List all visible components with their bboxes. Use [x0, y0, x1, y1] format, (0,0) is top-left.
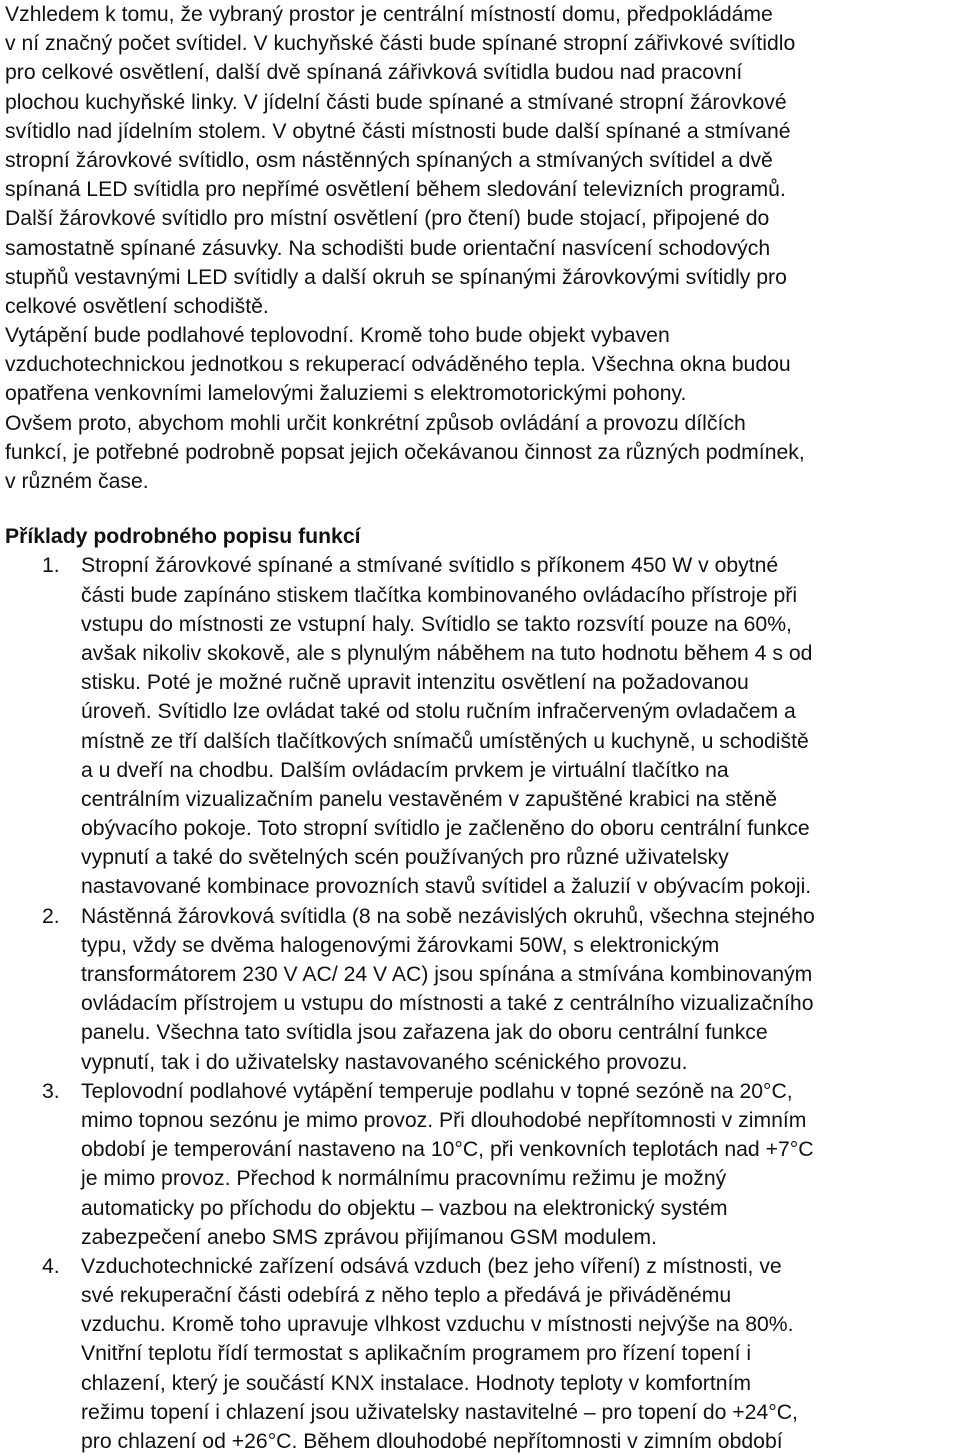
list-item: [5, 902, 956, 1077]
list-item-number: 2.: [42, 904, 60, 928]
list-item-line: vstupu do místnosti ze vstupní haly. Svítidlo se takto rozsvítí pouze na 60%,: [81, 612, 792, 636]
intro-line: v ní značný počet svítidel. V kuchyňské části bude spínané stropní zářivkové svítidlo: [5, 32, 796, 56]
list-item-line: obývacího pokoje. Toto stropní svítidlo je začleněno do oboru centrální funkce: [81, 817, 810, 841]
section-gap: [5, 496, 956, 522]
list-item-line: je mimo provoz. Přechod k normálnímu pracovnímu režimu je možný: [81, 1167, 727, 1191]
list-item-line: vypnutí, tak i do uživatelsky nastavovaného scénického provozu.: [81, 1050, 688, 1074]
list-item-number: 1.: [42, 554, 60, 578]
intro-line: Další žárovkové svítidlo pro místní osvětlení (pro čtení) bude stojací, připojené do: [5, 207, 770, 231]
intro-paragraph: [5, 0, 956, 496]
list-item: [5, 551, 956, 901]
function-list: [5, 551, 956, 1456]
list-item-line: chlazení, který je součástí KNX instalace. Hodnoty teploty v komfortním: [81, 1371, 752, 1395]
intro-line: Vytápění bude podlahové teplovodní. Kromě toho bude objekt vybaven: [5, 324, 670, 348]
intro-line: opatřena venkovními lamelovými žaluziemi s elektromotorickými pohony.: [5, 382, 687, 406]
intro-line: svítidlo nad jídelním stolem. V obytné části místnosti bude další spínané a stmívané: [5, 119, 791, 143]
list-item-line: centrálním vizualizačním panelu vestavěném v zapuštěné krabici na stěně: [81, 787, 778, 811]
section-heading: Příklady podrobného popisu funkcí: [5, 525, 361, 549]
list-item-line: panelu. Všechna tato svítidla jsou zařazena jak do oboru centrální funkce: [81, 1021, 768, 1045]
list-item-line: místně ze tří dalších tlačítkových snímačů umístěných u kuchyně, u schodiště: [81, 729, 809, 753]
list-item-line: své rekuperační části odebírá z něho teplo a předává je přiváděnému: [81, 1284, 732, 1308]
list-item-line: Nástěnná žárovková svítidla (8 na sobě nezávislých okruhů, všechna stejného: [81, 904, 815, 928]
intro-line: samostatně spínané zásuvky. Na schodišti bude orientační nasvícení schodových: [5, 236, 771, 260]
list-item-line: pro chlazení od +26°C. Během dlouhodobé nepřítomnosti v zimním období: [81, 1430, 783, 1454]
list-item-line: transformátorem 230 V AC/ 24 V AC) jsou spínána a stmívána kombinovaným: [81, 963, 813, 987]
list-item-line: nastavované kombinace provozních stavů svítidel a žaluzií v obývacím pokoji.: [81, 875, 812, 899]
intro-line: v různém čase.: [5, 470, 149, 493]
list-item-line: části bude zapínáno stiskem tlačítka kombinovaného ovládacího přístroje při: [81, 583, 798, 607]
intro-line: vzduchotechnickou jednotkou s rekuperací odváděného tepla. Všechna okna budou: [5, 353, 791, 377]
intro-line: Vzhledem k tomu, že vybraný prostor je centrální místností domu, předpokládáme: [5, 3, 773, 26]
intro-line: pro celkové osvětlení, další dvě spínaná zářivková svítidla budou nad pracovní: [5, 61, 743, 85]
list-item-line: typu, vždy se dvěma halogenovými žárovkami 50W, s elektronickým: [81, 933, 720, 957]
intro-line: Ovšem proto, abychom mohli určit konkrétní způsob ovládání a provozu dílčích: [5, 411, 746, 435]
list-item-line: a u dveří na chodbu. Dalším ovládacím prvkem je virtuální tlačítko na: [81, 758, 729, 782]
list-item: [5, 1252, 956, 1456]
list-item-line: období je temperování nastaveno na 10°C, při venkovních teplotách nad +7°C: [81, 1138, 814, 1162]
list-item-line: avšak nikoliv skokově, ale s plynulým náběhem na tuto hodnotu během 4 s od: [81, 641, 813, 665]
intro-line: stupňů vestavnými LED svítidly a další okruh se spínanými žárovkovými svítidly pro: [5, 265, 787, 289]
intro-line: stropní žárovkové svítidlo, osm nástěnných spínaných a stmívaných svítidel a dvě: [5, 148, 773, 172]
list-item-line: Teplovodní podlahové vytápění temperuje podlahu v topné sezóně na 20°C,: [81, 1079, 793, 1103]
list-item-line: zabezpečení anebo SMS zprávou přijímanou GSM modulem.: [81, 1225, 657, 1249]
list-item-line: vypnutí a také do světelných scén používaných pro různé uživatelsky: [81, 846, 729, 870]
list-item-line: vzduchu. Kromě toho upravuje vlhkost vzduchu v místnosti nejvýše na 80%.: [81, 1313, 794, 1337]
intro-line: funkcí, je potřebné podrobně popsat jejich očekávanou činnost za různých podmínek,: [5, 440, 805, 464]
intro-line: spínaná LED svítidla pro nepřímé osvětlení během sledování televizních programů.: [5, 178, 786, 202]
intro-line: plochou kuchyňské linky. V jídelní části bude spínané a stmívané stropní žárovkové: [5, 90, 787, 114]
list-item-line: Stropní žárovkové spínané a stmívané svítidlo s příkonem 450 W v obytné: [81, 554, 779, 578]
list-item-line: Vnitřní teplotu řídí termostat s aplikačním programem pro řízení topení i: [81, 1342, 752, 1366]
intro-line: celkové osvětlení schodiště.: [5, 294, 269, 318]
list-item: [5, 1077, 956, 1252]
list-item-number: 4.: [42, 1254, 60, 1278]
list-item-line: mimo topnou sezónu je mimo provoz. Při dlouhodobé nepřítomnosti v zimním: [81, 1108, 807, 1132]
list-item-line: automaticky po příchodu do objektu – vazbou na elektronický systém: [81, 1196, 728, 1220]
list-item-line: režimu topení i chlazení jsou uživatelsky nastavitelné – pro topení do +24°C,: [81, 1400, 798, 1424]
list-item-number: 3.: [42, 1079, 60, 1103]
list-item-line: ovládacím přístrojem u vstupu do místnosti a také z centrálního vizualizačního: [81, 992, 814, 1016]
list-item-line: úroveň. Svítidlo lze ovládat také od stolu ručním infračerveným ovladačem a: [81, 700, 796, 724]
list-item-line: stisku. Poté je možné ručně upravit intenzitu osvětlení na požadovanou: [81, 671, 749, 695]
list-item-line: Vzduchotechnické zařízení odsává vzduch (bez jeho víření) z místnosti, ve: [81, 1254, 782, 1278]
